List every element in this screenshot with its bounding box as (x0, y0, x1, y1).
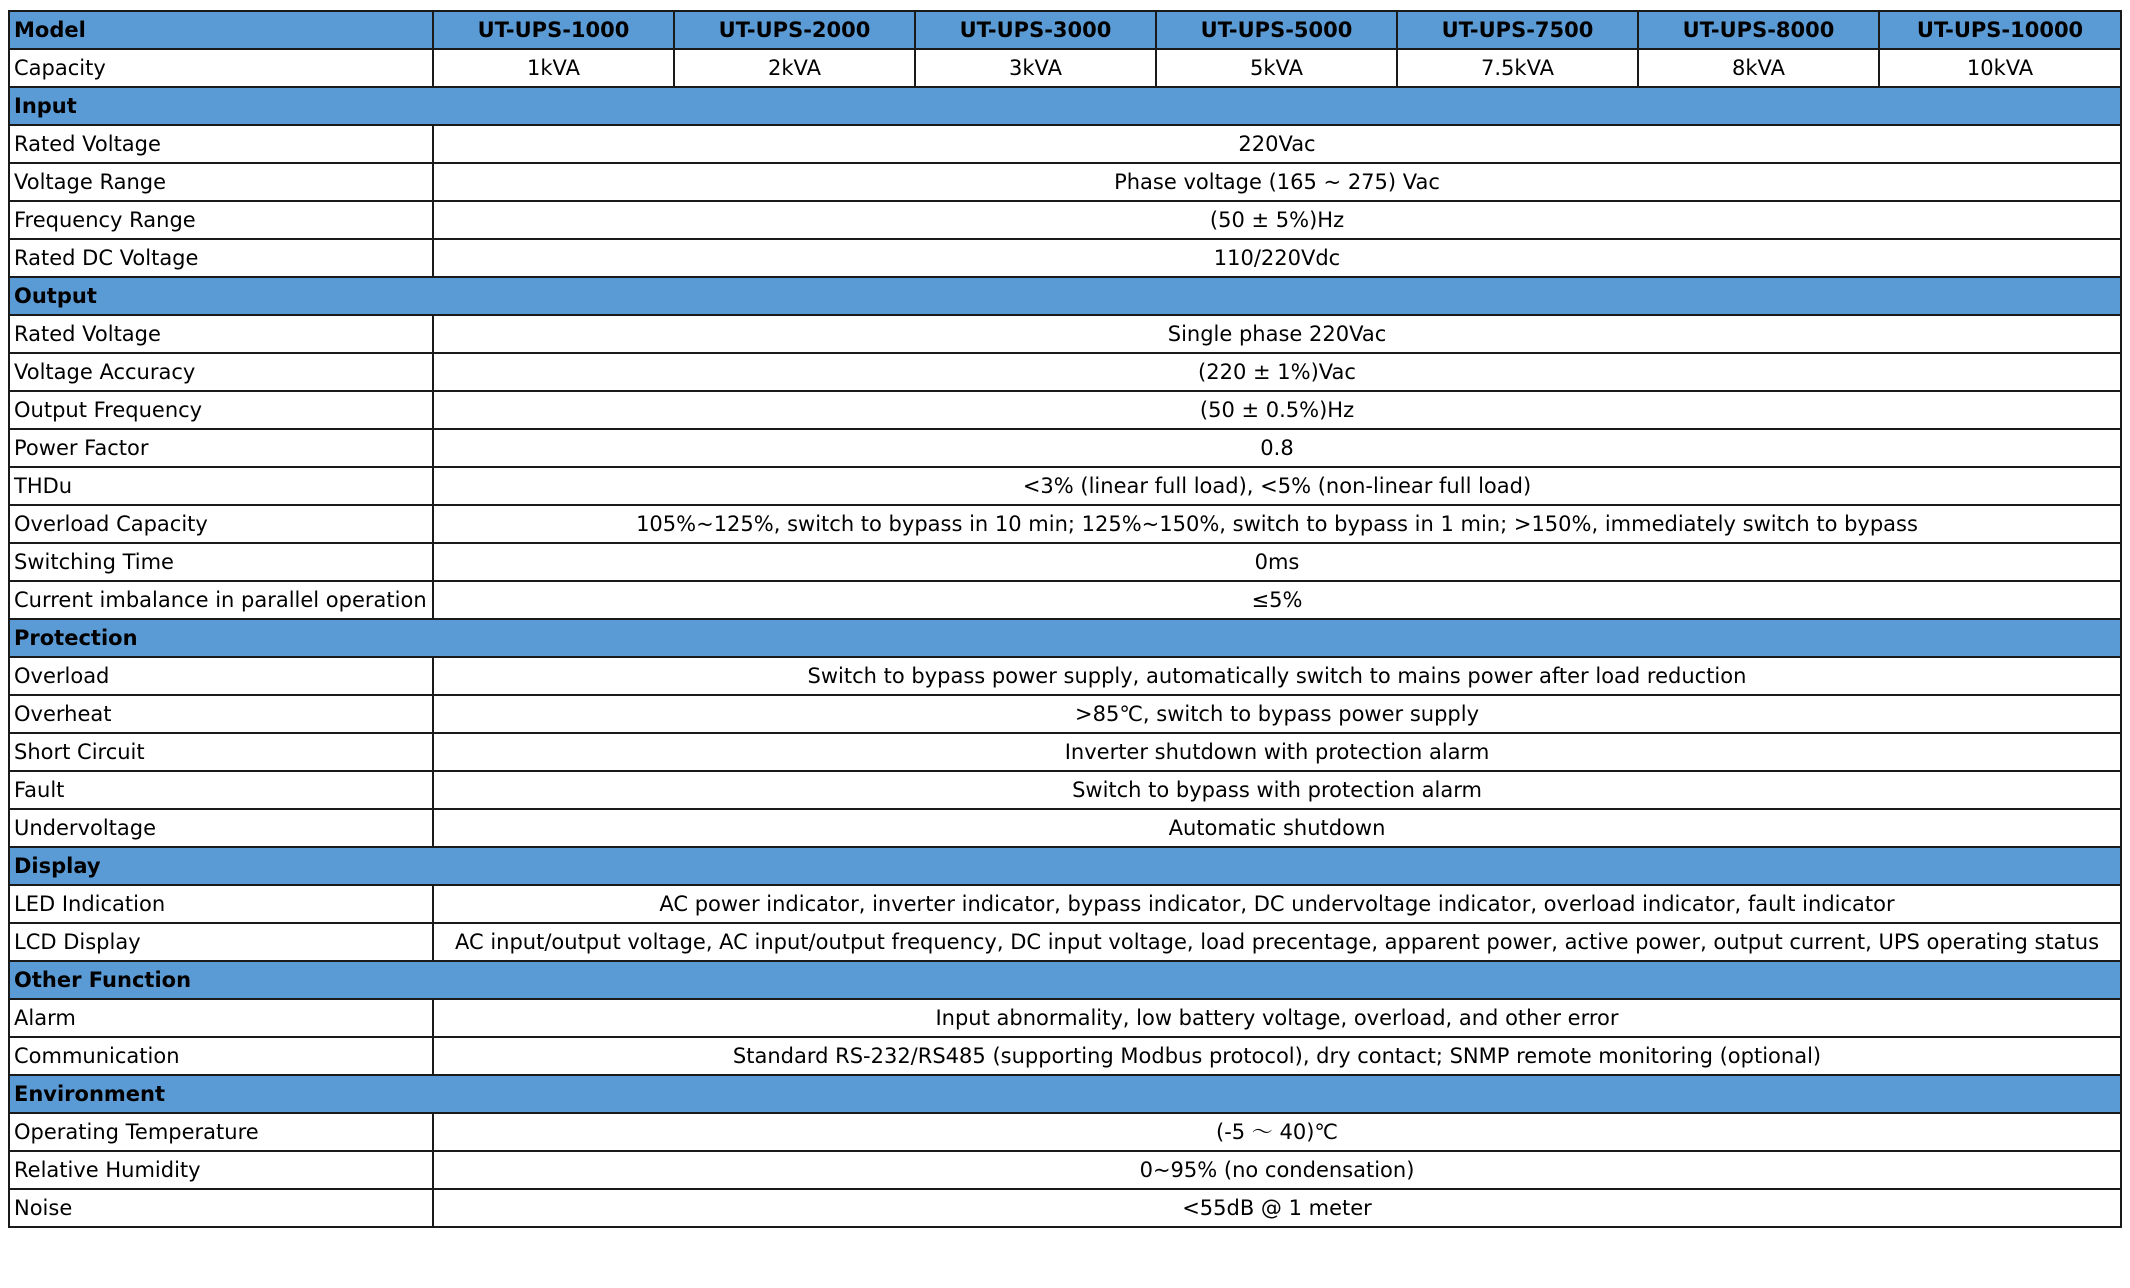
capacity-row (9, 49, 2121, 87)
spec-label: Fault (9, 771, 433, 809)
spec-row (9, 923, 2121, 961)
spec-row (9, 581, 2121, 619)
capacity-value: 2kVA (674, 49, 915, 87)
spec-row (9, 1037, 2121, 1075)
spec-value: 0ms (433, 543, 2121, 581)
section-header-input (9, 87, 2121, 125)
spec-row (9, 315, 2121, 353)
spec-row (9, 163, 2121, 201)
spec-value: (50 ± 0.5%)Hz (433, 391, 2121, 429)
capacity-label: Capacity (9, 49, 433, 87)
spec-label: Relative Humidity (9, 1151, 433, 1189)
section-title: Other Function (9, 961, 2121, 999)
spec-value: Switch to bypass power supply, automatically switch to mains power after load reduction (433, 657, 2121, 695)
spec-label: THDu (9, 467, 433, 505)
spec-label: Noise (9, 1189, 433, 1227)
spec-row (9, 885, 2121, 923)
spec-value: (220 ± 1%)Vac (433, 353, 2121, 391)
spec-row (9, 467, 2121, 505)
model-name-cell: UT-UPS-5000 (1156, 11, 1397, 49)
spec-label: LCD Display (9, 923, 433, 961)
spec-label: Undervoltage (9, 809, 433, 847)
spec-row (9, 1113, 2121, 1151)
capacity-value: 8kVA (1638, 49, 1879, 87)
spec-label: Current imbalance in parallel operation (9, 581, 433, 619)
spec-value: 220Vac (433, 125, 2121, 163)
spec-value: ≤5% (433, 581, 2121, 619)
spec-row (9, 1151, 2121, 1189)
spec-value: Inverter shutdown with protection alarm (433, 733, 2121, 771)
spec-value: AC input/output voltage, AC input/output frequency, DC input voltage, load precentage, apparent power, active power, output current, UPS operating status (433, 923, 2121, 961)
section-title: Output (9, 277, 2121, 315)
spec-row (9, 391, 2121, 429)
spec-label: Power Factor (9, 429, 433, 467)
spec-label: Overheat (9, 695, 433, 733)
spec-label: Overload (9, 657, 433, 695)
spec-label: Switching Time (9, 543, 433, 581)
spec-label: LED Indication (9, 885, 433, 923)
spec-value: Automatic shutdown (433, 809, 2121, 847)
model-header-label: Model (9, 11, 433, 49)
spec-label: Rated Voltage (9, 315, 433, 353)
spec-value: (-5 ～ 40)℃ (433, 1113, 2121, 1151)
spec-table (8, 10, 2122, 1228)
spec-row (9, 1189, 2121, 1227)
capacity-value: 3kVA (915, 49, 1156, 87)
spec-value: 105%~125%, switch to bypass in 10 min; 125%~150%, switch to bypass in 1 min; >150%, immediately switch to bypass (433, 505, 2121, 543)
section-header-output (9, 277, 2121, 315)
spec-value: <3% (linear full load), <5% (non-linear full load) (433, 467, 2121, 505)
section-header-other-function (9, 961, 2121, 999)
spec-value: 0.8 (433, 429, 2121, 467)
spec-value: Input abnormality, low battery voltage, overload, and other error (433, 999, 2121, 1037)
spec-label: Voltage Range (9, 163, 433, 201)
spec-value: Standard RS-232/RS485 (supporting Modbus protocol), dry contact; SNMP remote monitoring (optional) (433, 1037, 2121, 1075)
section-title: Display (9, 847, 2121, 885)
spec-value: Switch to bypass with protection alarm (433, 771, 2121, 809)
spec-label: Operating Temperature (9, 1113, 433, 1151)
model-header-row (9, 11, 2121, 49)
capacity-value: 5kVA (1156, 49, 1397, 87)
spec-label: Rated Voltage (9, 125, 433, 163)
section-title: Environment (9, 1075, 2121, 1113)
spec-row (9, 239, 2121, 277)
spec-row (9, 657, 2121, 695)
capacity-value: 10kVA (1879, 49, 2121, 87)
spec-row (9, 429, 2121, 467)
spec-value: >85℃, switch to bypass power supply (433, 695, 2121, 733)
model-name-cell: UT-UPS-3000 (915, 11, 1156, 49)
spec-value: AC power indicator, inverter indicator, bypass indicator, DC undervoltage indicator, overload indicator, fault indicator (433, 885, 2121, 923)
spec-value: (50 ± 5%)Hz (433, 201, 2121, 239)
spec-label: Rated DC Voltage (9, 239, 433, 277)
section-header-environment (9, 1075, 2121, 1113)
spec-row (9, 125, 2121, 163)
spec-value: <55dB @ 1 meter (433, 1189, 2121, 1227)
spec-row (9, 201, 2121, 239)
spec-value: 0~95% (no condensation) (433, 1151, 2121, 1189)
spec-label: Frequency Range (9, 201, 433, 239)
capacity-value: 1kVA (433, 49, 674, 87)
spec-row (9, 771, 2121, 809)
model-name-cell: UT-UPS-8000 (1638, 11, 1879, 49)
spec-label: Voltage Accuracy (9, 353, 433, 391)
spec-row (9, 695, 2121, 733)
model-name-cell: UT-UPS-7500 (1397, 11, 1638, 49)
spec-label: Short Circuit (9, 733, 433, 771)
spec-row (9, 733, 2121, 771)
section-header-display (9, 847, 2121, 885)
model-name-cell: UT-UPS-2000 (674, 11, 915, 49)
section-header-protection (9, 619, 2121, 657)
section-title: Protection (9, 619, 2121, 657)
spec-label: Output Frequency (9, 391, 433, 429)
spec-row (9, 505, 2121, 543)
spec-value: Single phase 220Vac (433, 315, 2121, 353)
spec-label: Overload Capacity (9, 505, 433, 543)
spec-row (9, 999, 2121, 1037)
model-name-cell: UT-UPS-1000 (433, 11, 674, 49)
spec-value: Phase voltage (165 ~ 275) Vac (433, 163, 2121, 201)
spec-row (9, 809, 2121, 847)
capacity-value: 7.5kVA (1397, 49, 1638, 87)
spec-row (9, 353, 2121, 391)
section-title: Input (9, 87, 2121, 125)
spec-label: Alarm (9, 999, 433, 1037)
spec-value: 110/220Vdc (433, 239, 2121, 277)
model-name-cell: UT-UPS-10000 (1879, 11, 2121, 49)
spec-row (9, 543, 2121, 581)
spec-label: Communication (9, 1037, 433, 1075)
